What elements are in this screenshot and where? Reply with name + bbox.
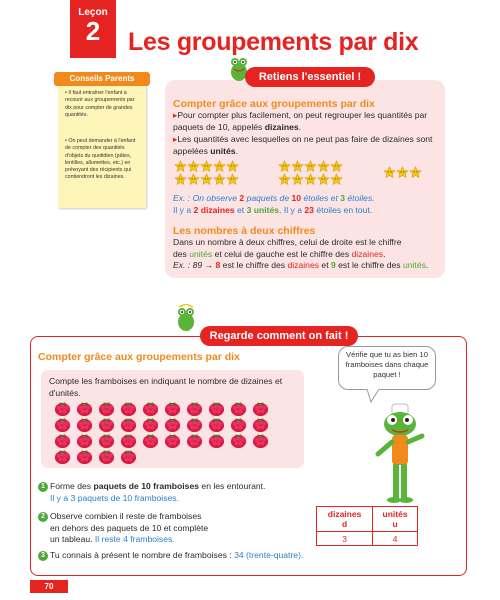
dizaines-unites-table — [316, 506, 418, 546]
regarde-instruction: Compte les framboises en indiquant le nombre de dizaines et d'unités. — [49, 376, 283, 398]
retiens-bullet-1: ▸Pour compter plus facilement, on peut regrouper les quantités par paquets de 10, appelés dizaines. — [173, 110, 428, 132]
step-2-number: 2 — [38, 512, 48, 522]
regarde-heading: Compter grâce aux groupements par dix — [38, 351, 240, 363]
table-cell-dizaines: 3 — [317, 532, 373, 546]
raspberry-card — [41, 370, 304, 468]
retiens-heading-2: Les nombres à deux chiffres — [173, 225, 316, 237]
star-icon — [304, 160, 317, 173]
star-icon — [213, 160, 226, 173]
bullet-arrow-icon: ▸ — [173, 134, 178, 144]
step-2: 2 Observe combien il reste de framboises en dehors des paquets de 10 et complète un tableau. Il reste 4 framboises. — [38, 511, 298, 546]
retiens-paragraph: Dans un nombre à deux chiffres, celui de droite est le chiffre des unités et celui de gauche est le chiffre des dizaines. Ex. : 89 → 8 est le chiffre des dizaines et 9 est le chiffre des unités. — [173, 237, 429, 270]
star-icon — [278, 160, 291, 173]
retiens-heading-1: Compter grâce aux groupements par dix — [173, 98, 375, 110]
star-icon — [330, 173, 343, 186]
parents-note — [58, 76, 146, 208]
star-icon — [330, 160, 343, 173]
retiens-example-2: Il y a 2 dizaines et 3 unités. Il y a 23 étoiles en tout. — [173, 205, 373, 215]
page-title: Les groupements par dix — [128, 28, 419, 56]
step-1: 1 Forme des paquets de 10 framboises en les entourant. Il y a 3 paquets de 10 framboises. — [38, 481, 338, 504]
star-icon — [187, 160, 200, 173]
parents-note-title: Conseils Parents — [54, 72, 150, 86]
star-icon — [213, 173, 226, 186]
parents-tip-1: • Il faut entraîner l'enfant à recourir aux groupements par dix pour compter de grandes quantités. — [65, 90, 135, 118]
table-header-unites: unités u — [373, 507, 418, 532]
step-3-number: 3 — [38, 551, 48, 561]
retiens-bullet-2: ▸Les quantités avec lesquelles on ne peut pas faire de dizaines sont appelées unités. — [173, 134, 433, 156]
bubble-tail-icon — [366, 389, 380, 403]
lesson-label: Leçon — [78, 7, 108, 18]
parents-tip-2: • On peut demander à l'enfant de compter des quantités d'objets du quotidien (pâtes, lentilles, allumettes, etc.) en prévoyant des récipients qui contiendront les dizaines. — [65, 138, 136, 181]
star-icon — [200, 160, 213, 173]
star-icon — [278, 173, 291, 186]
star-icon — [409, 166, 422, 179]
page-number: 70 — [30, 580, 68, 593]
star-icon — [174, 173, 187, 186]
step-3: 3 Tu connais à présent le nombre de framboises : 34 (trente-quatre). — [38, 550, 378, 562]
frog-mascot-icon — [175, 304, 197, 332]
retiens-pill: Retiens l'essentiel ! — [245, 67, 375, 87]
step-1-number: 1 — [38, 482, 48, 492]
star-icon — [383, 166, 396, 179]
lesson-number: 2 — [85, 16, 101, 46]
retiens-example-1: Ex. : On observe 2 paquets de 10 étoiles et 3 étoiles. — [173, 193, 375, 203]
star-icon — [200, 173, 213, 186]
star-icon — [396, 166, 409, 179]
star-icon — [187, 173, 200, 186]
regarde-pill: Regarde comment on fait ! — [200, 326, 358, 346]
star-icon — [317, 160, 330, 173]
frog-mascot-icon — [370, 402, 430, 506]
star-icon — [291, 160, 304, 173]
star-icon — [226, 173, 239, 186]
star-group-1-row2 — [174, 173, 239, 191]
speech-bubble: Vérifie que tu as bien 10 framboises dans chaque paquet ! — [338, 346, 436, 390]
star-icon — [174, 160, 187, 173]
star-icon — [317, 173, 330, 186]
star-group-2-row2 — [278, 173, 343, 191]
bullet-arrow-icon: ▸ — [173, 110, 178, 120]
table-cell-unites: 4 — [373, 532, 418, 546]
lesson-tab — [70, 0, 116, 58]
retiens-box — [165, 80, 445, 278]
star-icon — [226, 160, 239, 173]
star-icon — [304, 173, 317, 186]
table-header-dizaines: dizaines d — [317, 507, 373, 532]
star-loose — [383, 166, 422, 184]
star-icon — [291, 173, 304, 186]
raspberry-grid — [53, 400, 298, 466]
